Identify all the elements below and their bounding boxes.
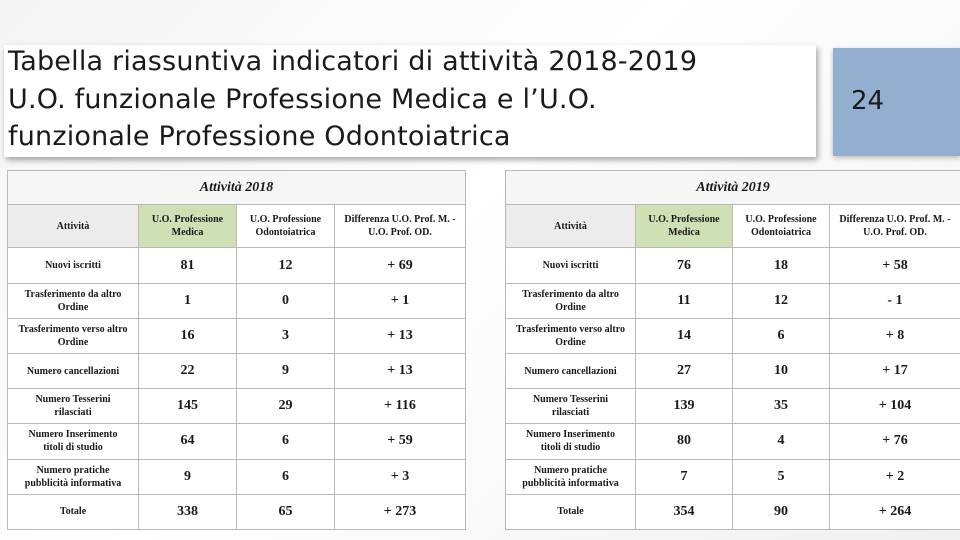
value-differenza: + 116 xyxy=(335,389,466,424)
value-medica: 139 xyxy=(636,389,733,424)
value-medica: 1 xyxy=(139,283,237,318)
value-odontoiatrica: 35 xyxy=(733,389,830,424)
value-odontoiatrica: 5 xyxy=(733,459,830,494)
value-differenza: + 264 xyxy=(830,494,960,529)
value-differenza: + 13 xyxy=(335,353,466,388)
value-medica: 64 xyxy=(139,424,237,459)
value-medica: 81 xyxy=(139,248,237,283)
value-odontoiatrica: 3 xyxy=(237,318,335,353)
column-header-differenza: Differenza U.O. Prof. M. - U.O. Prof. OD. xyxy=(335,205,466,248)
title-line-1: Tabella riassuntiva indicatori di attività 2018-2019 xyxy=(8,46,698,77)
value-differenza: + 58 xyxy=(830,248,960,283)
value-odontoiatrica: 6 xyxy=(237,459,335,494)
value-odontoiatrica: 18 xyxy=(733,248,830,283)
table-heading: Attività 2018 xyxy=(8,171,466,205)
column-header-attivita: Attività xyxy=(506,205,636,248)
activity-label: Totale xyxy=(8,494,139,529)
value-odontoiatrica: 9 xyxy=(237,353,335,388)
slide-number-badge xyxy=(833,48,960,156)
value-differenza: + 3 xyxy=(335,459,466,494)
table-row xyxy=(506,424,960,459)
table-activity-2018 xyxy=(7,170,466,530)
value-medica: 22 xyxy=(139,353,237,388)
activity-label: Trasferimento da altro Ordine xyxy=(8,283,139,318)
activity-label: Trasferimento verso altro Ordine xyxy=(506,318,636,353)
value-differenza: - 1 xyxy=(830,283,960,318)
title-line-3: funzionale Professione Odontoiatrica xyxy=(8,121,511,152)
value-medica: 338 xyxy=(139,494,237,529)
activity-label: Numero pratiche pubblicità informativa xyxy=(506,459,636,494)
value-differenza: + 13 xyxy=(335,318,466,353)
value-medica: 80 xyxy=(636,424,733,459)
column-header-differenza: Differenza U.O. Prof. M. - U.O. Prof. OD. xyxy=(830,205,960,248)
value-differenza: + 69 xyxy=(335,248,466,283)
value-medica: 354 xyxy=(636,494,733,529)
table-row xyxy=(506,283,960,318)
column-header-odontoiatrica: U.O. Professione Odontoiatrica xyxy=(237,205,335,248)
slide-title xyxy=(4,45,816,157)
activity-label: Trasferimento da altro Ordine xyxy=(506,283,636,318)
value-differenza: + 273 xyxy=(335,494,466,529)
value-differenza: + 2 xyxy=(830,459,960,494)
value-odontoiatrica: 29 xyxy=(237,389,335,424)
activity-label: Numero Inserimento titoli di studio xyxy=(506,424,636,459)
value-odontoiatrica: 4 xyxy=(733,424,830,459)
value-medica: 27 xyxy=(636,353,733,388)
value-differenza: + 17 xyxy=(830,353,960,388)
column-header-odontoiatrica: U.O. Professione Odontoiatrica xyxy=(733,205,830,248)
slide-number: 24 xyxy=(851,86,885,116)
activity-label: Numero Tesserini rilasciati xyxy=(506,389,636,424)
value-differenza: + 76 xyxy=(830,424,960,459)
table-row xyxy=(8,459,466,494)
value-differenza: + 104 xyxy=(830,389,960,424)
table-row-total xyxy=(506,494,960,529)
table-row xyxy=(8,389,466,424)
activity-label: Numero Inserimento titoli di studio xyxy=(8,424,139,459)
value-differenza: + 59 xyxy=(335,424,466,459)
value-odontoiatrica: 0 xyxy=(237,283,335,318)
table-row xyxy=(8,353,466,388)
table-row xyxy=(506,353,960,388)
activity-label: Totale xyxy=(506,494,636,529)
table-row xyxy=(8,248,466,283)
value-medica: 16 xyxy=(139,318,237,353)
value-medica: 76 xyxy=(636,248,733,283)
activity-label: Numero pratiche pubblicità informativa xyxy=(8,459,139,494)
value-medica: 145 xyxy=(139,389,237,424)
value-odontoiatrica: 65 xyxy=(237,494,335,529)
value-odontoiatrica: 10 xyxy=(733,353,830,388)
table-activity-2019 xyxy=(505,170,960,530)
table-heading: Attività 2019 xyxy=(506,171,960,205)
column-header-medica: U.O. Professione Medica xyxy=(139,205,237,248)
table-row xyxy=(8,283,466,318)
table-row xyxy=(506,459,960,494)
activity-label: Numero cancellazioni xyxy=(8,353,139,388)
value-odontoiatrica: 6 xyxy=(733,318,830,353)
value-odontoiatrica: 6 xyxy=(237,424,335,459)
value-medica: 11 xyxy=(636,283,733,318)
activity-label: Trasferimento verso altro Ordine xyxy=(8,318,139,353)
value-odontoiatrica: 12 xyxy=(733,283,830,318)
table-row xyxy=(8,318,466,353)
value-differenza: + 1 xyxy=(335,283,466,318)
value-medica: 9 xyxy=(139,459,237,494)
table-row-total xyxy=(8,494,466,529)
column-header-medica: U.O. Professione Medica xyxy=(636,205,733,248)
table-row xyxy=(506,318,960,353)
activity-label: Numero cancellazioni xyxy=(506,353,636,388)
table-row xyxy=(8,424,466,459)
value-odontoiatrica: 90 xyxy=(733,494,830,529)
value-medica: 14 xyxy=(636,318,733,353)
column-header-attivita: Attività xyxy=(8,205,139,248)
value-differenza: + 8 xyxy=(830,318,960,353)
value-odontoiatrica: 12 xyxy=(237,248,335,283)
title-line-2: U.O. funzionale Professione Medica e l’U.O. xyxy=(8,84,597,115)
value-medica: 7 xyxy=(636,459,733,494)
activity-label: Nuovi iscritti xyxy=(8,248,139,283)
activity-label: Numero Tesserini rilasciati xyxy=(8,389,139,424)
activity-label: Nuovi iscritti xyxy=(506,248,636,283)
table-row xyxy=(506,389,960,424)
table-row xyxy=(506,248,960,283)
